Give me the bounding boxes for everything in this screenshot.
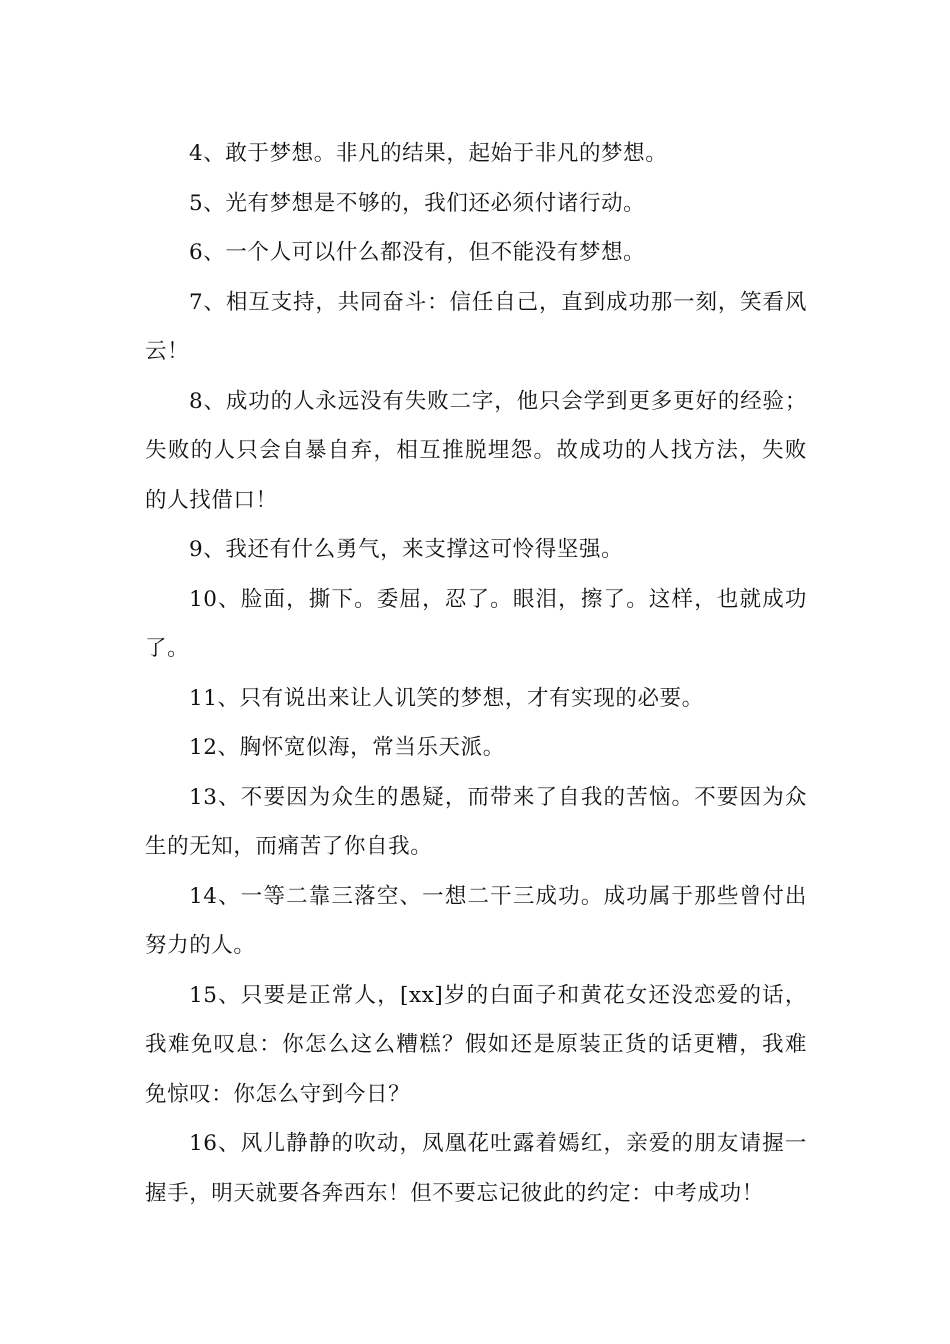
paragraph: 14、一等二靠三落空、一想二干三成功。成功属于那些曾付出努力的人。: [145, 883, 807, 958]
paragraph: 15、只要是正常人，[xx]岁的白面子和黄花女还没恋爱的话，我难免叹息：你怎么这么糟糕？假如还是原装正货的话更糟，我难免惊叹：你怎么守到今日？: [145, 982, 807, 1107]
paragraph: 6、一个人可以什么都没有，但不能没有梦想。: [189, 240, 646, 265]
paragraph: 5、光有梦想是不够的，我们还必须付诸行动。: [189, 190, 646, 216]
document-body: [145, 129, 807, 1218]
paragraph: 8、成功的人永远没有失败二字，他只会学到更多更好的经验；失败的人只会自暴自弃，相互推脱埋怨。故成功的人找方法，失败的人找借口！: [145, 388, 807, 513]
paragraph: 7、相互支持，共同奋斗：信任自己，直到成功那一刻，笑看风云！: [145, 289, 807, 364]
paragraph: 10、脸面，撕下。委屈，忍了。眼泪，擦了。这样，也就成功了。: [145, 586, 807, 661]
paragraph: 12、胸怀宽似海，常当乐天派。: [189, 735, 505, 760]
paragraph: 9、我还有什么勇气，来支撑这可怜得坚强。: [189, 537, 624, 562]
paragraph: 13、不要因为众生的愚疑，而带来了自我的苦恼。不要因为众生的无知，而痛苦了你自我。: [145, 784, 807, 859]
paragraph: 16、风儿静静的吹动，凤凰花吐露着嫣红，亲爱的朋友请握一握手，明天就要各奔西东！但不要忘记彼此的约定：中考成功！: [145, 1131, 807, 1206]
paragraph: 4、敢于梦想。非凡的结果，起始于非凡的梦想。: [189, 141, 668, 166]
paragraph: 11、只有说出来让人讥笑的梦想，才有实现的必要。: [189, 685, 704, 711]
